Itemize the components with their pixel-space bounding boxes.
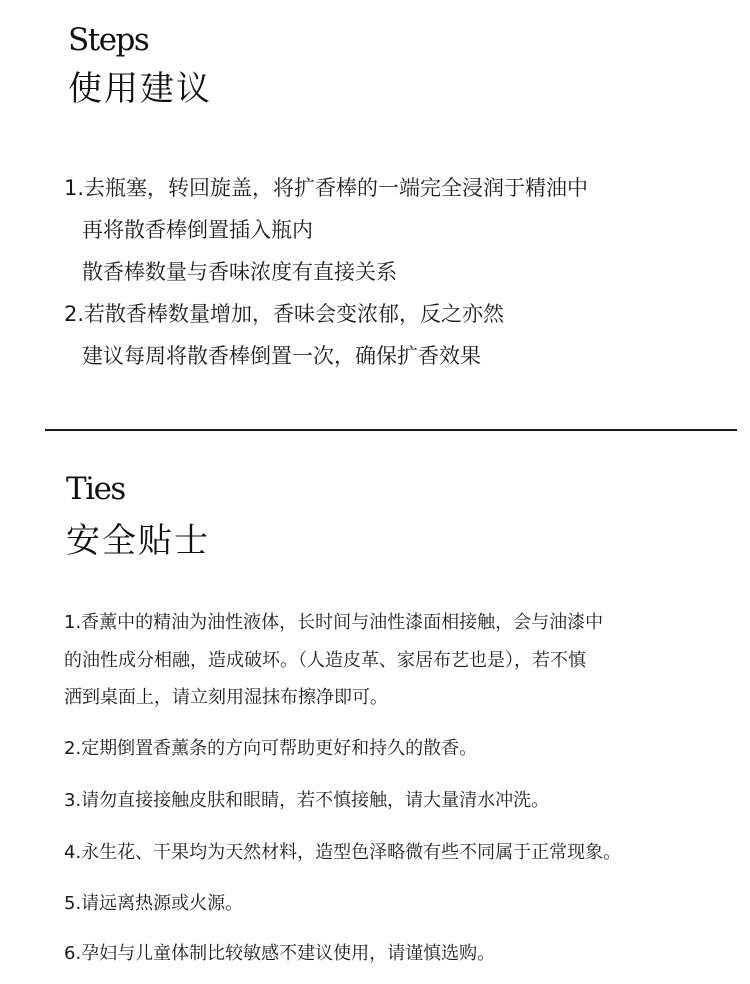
tips-english-title: Ties <box>66 471 125 507</box>
steps-line: 散香棒数量与香味浓度有直接关系 <box>82 260 397 284</box>
tips-line: 4.永生花、干果均为天然材料，造型色泽略微有些不同属于正常现象。 <box>64 842 622 863</box>
tips-line: 1.香薰中的精油为油性液体，长时间与油性漆面相接触，会与油漆中 <box>64 612 604 633</box>
steps-line: 再将散香棒倒置插入瓶内 <box>82 218 313 242</box>
tips-line: 6.孕妇与儿童体制比较敏感不建议使用，请谨慎选购。 <box>64 943 496 964</box>
tips-line: 洒到桌面上，请立刻用湿抹布擦净即可。 <box>64 687 388 708</box>
steps-line: 建议每周将散香棒倒置一次，确保扩香效果 <box>82 344 481 368</box>
tips-line: 3.请勿直接接触皮肤和眼睛，若不慎接触，请大量清水冲洗。 <box>64 790 550 811</box>
steps-english-title: Steps <box>68 22 149 58</box>
tips-line: 5.请远离热源或火源。 <box>64 893 244 914</box>
tips-line: 2.定期倒置香薰条的方向可帮助更好和持久的散香。 <box>64 738 478 759</box>
steps-section-title: 使用建议 <box>68 69 212 109</box>
section-divider <box>45 429 737 431</box>
tips-line: 的油性成分相融，造成破坏。（人造皮革、家居布艺也是），若不慎 <box>64 650 586 671</box>
steps-line: 2.若散香棒数量增加，香味会变浓郁，反之亦然 <box>64 302 505 326</box>
tips-section-title: 安全贴士 <box>66 521 210 561</box>
steps-line: 1.去瓶塞，转回旋盖，将扩香棒的一端完全浸润于精油中 <box>64 176 589 200</box>
